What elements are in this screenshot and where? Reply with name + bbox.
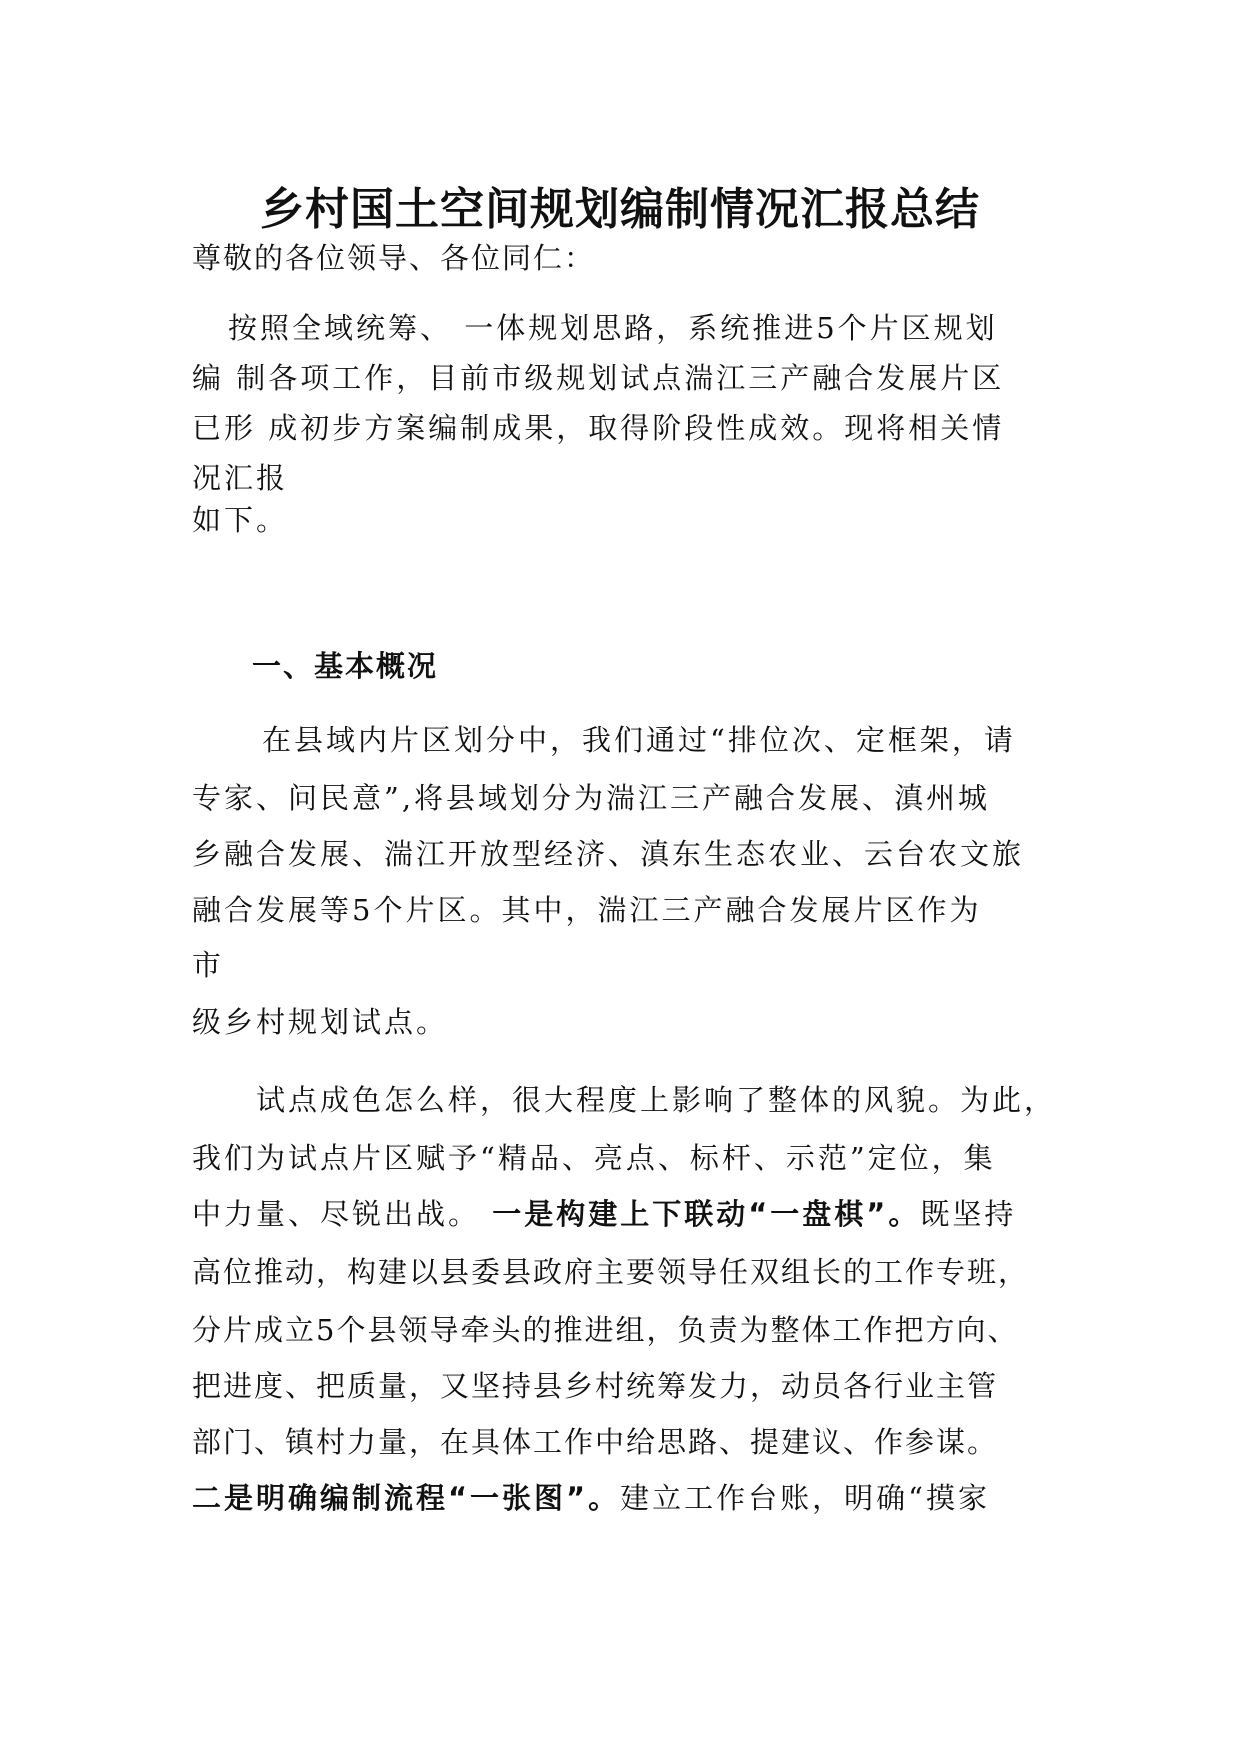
salutation: 尊敬的各位领导、各位同仁： — [192, 241, 596, 275]
bold-point-two: 二是明确编制流程“一张图”。 — [192, 1481, 621, 1515]
section1-para1-line-3: 乡融合发展、湍江开放型经济、滇东生态农业、云台农文旅 — [192, 837, 1025, 871]
para2-line8-tail: 建立工作台账，明确“摸家 — [620, 1481, 990, 1515]
intro-line-2: 编 制各项工作，目前市级规划试点湍江三产融合发展片区 — [192, 361, 1005, 395]
section1-para2-line-5: 分片成立5个县领导牵头的推进组，负责为整体工作把方向、 — [192, 1313, 1019, 1347]
section-heading: 一、基本概况 — [252, 649, 439, 683]
section1-para2-line-1: 试点成色怎么样，很大程度上影响了整体的风貌。为此， — [256, 1083, 1057, 1117]
section1-para1-line-6: 级乡村规划试点。 — [192, 1005, 449, 1039]
intro-line-1: 按照全域统筹、 一体规划思路，系统推进5个片区规划 — [228, 311, 998, 345]
section1-para2-line-7: 部门、镇村力量，在具体工作中给思路、提建议、作参谋。 — [192, 1425, 999, 1459]
section1-para2-line-2: 我们为试点片区赋予“精品、亮点、标杆、示范”定位，集 — [192, 1141, 996, 1175]
section1-para2-line-4: 高位推动，构建以县委县政府主要领导任双组长的工作专班， — [192, 1255, 1030, 1289]
para2-line3-tail: 既坚持 — [920, 1197, 1017, 1231]
para2-line3-plain: 中力量、尽锐出战。 — [192, 1197, 493, 1231]
section1-para1-line-4: 融合发展等5个片区。其中，湍江三产融合发展片区作为 — [192, 893, 982, 927]
intro-line-4: 况汇报 — [192, 461, 289, 495]
section1-para1-line-1: 在县域内片区划分中，我们通过“排位次、定框架，请 — [262, 723, 1016, 757]
section1-para2-line-8 — [192, 1478, 990, 1518]
section1-para2-line-6: 把进度、把质量，又坚持县乡村统筹发力，动员各行业主管 — [192, 1369, 999, 1403]
bold-point-one: 一是构建上下联动“一盘棋”。 — [492, 1197, 921, 1231]
intro-line-5: 如下。 — [192, 503, 289, 537]
section1-para1-line-5: 市 — [192, 948, 225, 982]
section1-para2-line-3 — [192, 1194, 1016, 1234]
intro-line-3: 已形 成初步方案编制成果，取得阶段性成效。现将相关情 — [192, 411, 1005, 445]
document-title: 乡村国土空间规划编制情况汇报总结 — [260, 184, 980, 235]
section1-para1-line-2: 专家、问民意”,将县域划分为湍江三产融合发展、滇州城 — [192, 781, 991, 815]
